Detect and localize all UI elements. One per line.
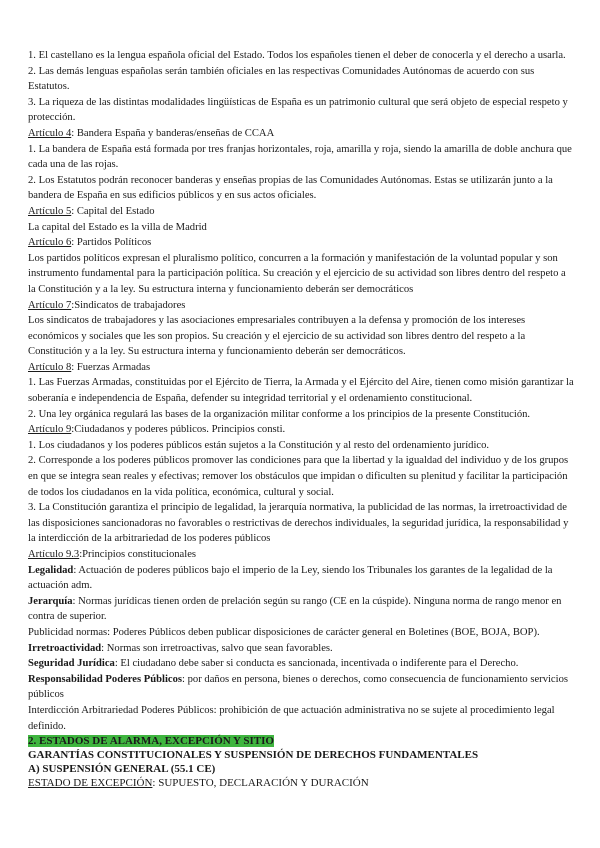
subsection-label: ESTADO DE EXCEPCIÓN xyxy=(28,777,153,790)
article-title: : Bandera España y banderas/enseñas de CCAA xyxy=(71,127,275,139)
principle-label: Irretroactividad xyxy=(28,642,102,654)
article-title: : Fuerzas Armadas xyxy=(71,361,151,373)
article-label: Artículo 6 xyxy=(28,237,72,249)
principle-item xyxy=(28,656,576,672)
article-heading xyxy=(28,204,576,220)
article-heading xyxy=(28,235,576,251)
principle-item xyxy=(28,563,576,594)
paragraph: La capital del Estado es la villa de Madrid xyxy=(28,221,207,233)
article-label: Artículo 8 xyxy=(28,361,72,373)
paragraph: 1. Las Fuerzas Armadas, constituidas por el Ejército de Tierra, la Armada y el Ejército del Aire, tienen como misión garantizar la soberanía e independencia de España, defender su integridad territorial y el ordenamiento constitucional. xyxy=(28,377,574,405)
principle-text: : Actuación de poderes públicos bajo el imperio de la Ley, siendo los Tribunales los garantes de la legalidad de la actuación adm. xyxy=(28,564,553,592)
article-title: :Principios constitucionales xyxy=(79,549,197,560)
article-title: :Ciudadanos y poderes públicos. Principios consti. xyxy=(71,424,286,436)
section-subtitle: GARANTÍAS CONSTITUCIONALES Y SUSPENSIÓN DE DERECHOS FUNDAMENTALES xyxy=(28,749,479,762)
paragraph: 3. La riqueza de las distintas modalidades lingüísticas de España es un patrimonio cultural que será objeto de especial respeto y protección. xyxy=(28,96,568,124)
paragraph: 3. La Constitución garantiza el principio de legalidad, la jerarquía normativa, la publicidad de las normas, la irretroactividad de las disposiciones sancionadoras no favorables o restrictivas de derechos individuales, la seguridad jurídica, la responsabilidad y la interdicción de la arbitrariedad de los poderes públicos xyxy=(28,502,569,545)
subsection-rest: : SUPUESTO, DECLARACIÓN Y DURACIÓN xyxy=(152,777,369,790)
principle-label: Seguridad Jurídica xyxy=(28,658,115,670)
paragraph: Interdicción Arbitrariedad Poderes Públicos: prohibición de que actuación administrativa no se sujete al procedimiento legal definido. xyxy=(28,704,555,732)
paragraph: Publicidad normas: Poderes Públicos deben publicar disposiciones de carácter general en Boletines (BOE, BOJA, BOP). xyxy=(28,626,540,638)
principle-text: : Normas son irretroactivas, salvo que sean favorables. xyxy=(101,642,333,654)
document-page xyxy=(28,48,576,790)
section-title: 2. ESTADOS DE ALARMA, EXCEPCIÓN Y SITIO xyxy=(28,735,274,748)
principle-item xyxy=(28,672,576,703)
paragraph: Los partidos políticos expresan el pluralismo político, concurren a la formación y manifestación de la voluntad popular y son instrumento fundamental para la participación política. Su creación y el ejercicio de su actividad son libres dentro del respeto a la Constitución y a la ley. Su estructura interna y funcionamiento deberán ser democráticos xyxy=(28,252,566,295)
section-subsection xyxy=(28,776,576,790)
article-heading xyxy=(28,298,576,314)
paragraph: 1. Los ciudadanos y los poderes públicos están sujetos a la Constitución y al resto del ordenamiento jurídico. xyxy=(28,439,490,451)
article-label: Artículo 4 xyxy=(28,127,72,139)
article-heading xyxy=(28,126,576,142)
paragraph: Los sindicatos de trabajadores y las asociaciones empresariales contribuyen a la defensa y promoción de los intereses económicos y sociales que les son propios. Su creación y el ejercicio de su actividad son libres dentro del respeto a la Constitución y a la ley. Su estructura interna y funcionamiento deberán ser democráticos. xyxy=(28,315,526,358)
document-body xyxy=(28,48,576,734)
article-label: Artículo 7 xyxy=(28,299,72,311)
paragraph: 2. Las demás lenguas españolas serán también oficiales en las respectivas Comunidades Autónomas de acuerdo con sus Estatutos. xyxy=(28,65,535,93)
article-title: : Capital del Estado xyxy=(71,205,155,217)
article-heading xyxy=(28,360,576,376)
principle-item xyxy=(28,641,576,657)
article-title: : Partidos Políticos xyxy=(71,237,152,249)
paragraph: 1. El castellano es la lengua española oficial del Estado. Todos los españoles tienen el deber de conocerla y el derecho a usarla. xyxy=(28,50,566,61)
principle-label: Responsabilidad Poderes Públicos xyxy=(28,673,183,685)
principle-text: : El ciudadano debe saber si conducta es sancionada, incentivada o indiferente para el Derecho. xyxy=(114,658,519,670)
paragraph: 1. La bandera de España está formada por tres franjas horizontales, roja, amarilla y roja, siendo la amarilla de doble anchura que cada una de las rojas. xyxy=(28,143,572,171)
section-subheading: A) SUSPENSIÓN GENERAL (55.1 CE) xyxy=(28,763,216,776)
paragraph: 2. Corresponde a los poderes públicos promover las condiciones para que la libertad y la igualdad del individuo y de los grupos en que se integra sean reales y efectivas; remover los obstáculos que impidan o dificulten su plenitud y facilitar la participación de todos los ciudadanos en la vida política, económica, cultural y social. xyxy=(28,455,569,498)
article-label: Artículo 5 xyxy=(28,205,72,217)
paragraph: 2. Los Estatutos podrán reconocer banderas y enseñas propias de las Comunidades Autónomas. Estas se utilizarán junto a la bandera de España en sus edificios públicos y en sus actos oficiales. xyxy=(28,174,553,202)
article-heading xyxy=(28,422,576,438)
article-label: Artículo 9 xyxy=(28,424,72,436)
article-heading xyxy=(28,547,576,563)
article-label: Artículo 9.3 xyxy=(28,549,80,560)
principle-text: : Normas jurídicas tienen orden de prelación según su rango (CE en la cúspide). Ninguna norma de rango menor en contra de superior. xyxy=(28,595,562,623)
principle-label: Legalidad xyxy=(28,564,74,576)
principle-text: : por daños en persona, bienes o derechos, como consecuencia de funcionamiento servicios públicos xyxy=(28,673,568,701)
article-title: :Sindicatos de trabajadores xyxy=(71,299,186,311)
principle-label: Jerarquía xyxy=(28,595,73,607)
principle-item xyxy=(28,594,576,625)
paragraph: 2. Una ley orgánica regulará las bases de la organización militar conforme a los principios de la presente Constitución. xyxy=(28,408,531,420)
